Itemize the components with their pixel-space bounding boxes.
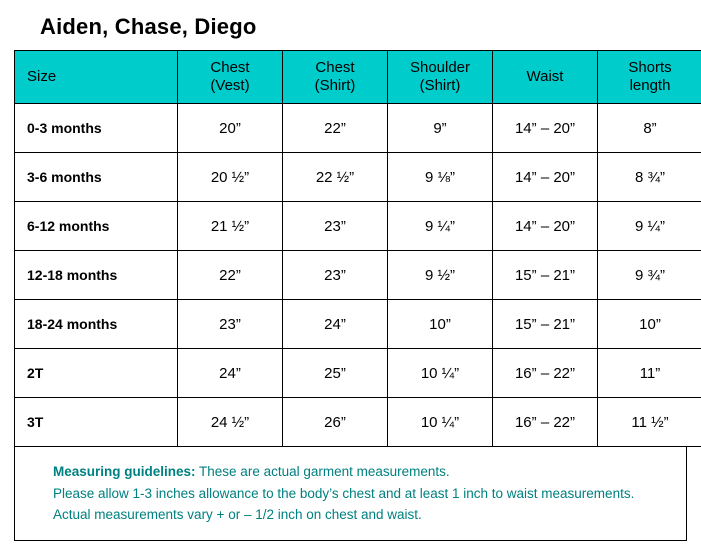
cell-chest-shirt: 23” <box>283 202 388 251</box>
table-row <box>15 300 701 349</box>
cell-waist: 16” – 22” <box>493 349 598 398</box>
note-line-3: Actual measurements vary + or – 1/2 inch on chest and waist. <box>15 504 686 526</box>
cell-shorts-length: 11” <box>598 349 701 398</box>
cell-chest-shirt: 23” <box>283 251 388 300</box>
cell-waist: 14” – 20” <box>493 104 598 153</box>
cell-shoulder-shirt: 9 ⅛” <box>388 153 493 202</box>
cell-waist: 16” – 22” <box>493 398 598 447</box>
cell-shorts-length: 8” <box>598 104 701 153</box>
cell-waist: 14” – 20” <box>493 202 598 251</box>
column-header-shorts-length-line1: Shorts <box>628 59 671 76</box>
table-header <box>15 51 701 104</box>
note-line-1 <box>15 461 686 483</box>
cell-shoulder-shirt: 10” <box>388 300 493 349</box>
column-header-size <box>15 51 178 104</box>
column-header-waist <box>493 51 598 104</box>
column-header-chest-shirt-line1: Chest <box>315 59 354 76</box>
note-line-1-text: These are actual garment measurements. <box>196 464 450 479</box>
cell-chest-vest: 23” <box>178 300 283 349</box>
page-title: Aiden, Chase, Diego <box>40 14 701 40</box>
column-header-shoulder-shirt-line1: Shoulder <box>410 59 470 76</box>
note-label: Measuring guidelines: <box>53 464 196 479</box>
measuring-guidelines-box <box>14 447 687 541</box>
column-header-size-line1: Size <box>27 68 56 85</box>
column-header-shorts-length-line2: length <box>630 77 671 94</box>
cell-shoulder-shirt: 9 ¼” <box>388 202 493 251</box>
table-row <box>15 104 701 153</box>
table-row <box>15 251 701 300</box>
cell-waist: 15” – 21” <box>493 300 598 349</box>
cell-shoulder-shirt: 9 ½” <box>388 251 493 300</box>
cell-waist: 14” – 20” <box>493 153 598 202</box>
size-chart-table-wrapper <box>14 50 687 541</box>
cell-chest-shirt: 26” <box>283 398 388 447</box>
cell-chest-shirt: 22 ½” <box>283 153 388 202</box>
column-header-shoulder-shirt-line2: (Shirt) <box>420 77 461 94</box>
table-body <box>15 104 701 447</box>
cell-chest-vest: 24” <box>178 349 283 398</box>
table-row <box>15 349 701 398</box>
column-header-chest-vest <box>178 51 283 104</box>
cell-size: 18-24 months <box>15 300 178 349</box>
cell-chest-shirt: 25” <box>283 349 388 398</box>
cell-size: 6-12 months <box>15 202 178 251</box>
cell-shorts-length: 9 ¾” <box>598 251 701 300</box>
column-header-waist-line1: Waist <box>527 68 564 85</box>
cell-chest-vest: 21 ½” <box>178 202 283 251</box>
cell-waist: 15” – 21” <box>493 251 598 300</box>
cell-size: 12-18 months <box>15 251 178 300</box>
cell-shoulder-shirt: 9” <box>388 104 493 153</box>
cell-shoulder-shirt: 10 ¼” <box>388 398 493 447</box>
column-header-chest-shirt <box>283 51 388 104</box>
cell-chest-shirt: 22” <box>283 104 388 153</box>
cell-shoulder-shirt: 10 ¼” <box>388 349 493 398</box>
cell-size: 3T <box>15 398 178 447</box>
cell-chest-vest: 20” <box>178 104 283 153</box>
cell-shorts-length: 8 ¾” <box>598 153 701 202</box>
cell-size: 3-6 months <box>15 153 178 202</box>
table-row <box>15 398 701 447</box>
table-row <box>15 202 701 251</box>
column-header-chest-vest-line2: (Vest) <box>210 77 249 94</box>
header-row <box>15 51 701 104</box>
cell-chest-vest: 22” <box>178 251 283 300</box>
cell-shorts-length: 9 ¼” <box>598 202 701 251</box>
cell-chest-vest: 24 ½” <box>178 398 283 447</box>
column-header-shoulder-shirt <box>388 51 493 104</box>
cell-shorts-length: 10” <box>598 300 701 349</box>
size-chart-page <box>0 14 701 555</box>
cell-shorts-length: 11 ½” <box>598 398 701 447</box>
cell-chest-vest: 20 ½” <box>178 153 283 202</box>
note-line-2: Please allow 1-3 inches allowance to the body’s chest and at least 1 inch to waist measurements. <box>15 483 686 505</box>
table-row <box>15 153 701 202</box>
cell-size: 0-3 months <box>15 104 178 153</box>
column-header-shorts-length <box>598 51 701 104</box>
cell-size: 2T <box>15 349 178 398</box>
column-header-chest-vest-line1: Chest <box>210 59 249 76</box>
column-header-chest-shirt-line2: (Shirt) <box>315 77 356 94</box>
cell-chest-shirt: 24” <box>283 300 388 349</box>
size-chart-table <box>14 50 701 447</box>
